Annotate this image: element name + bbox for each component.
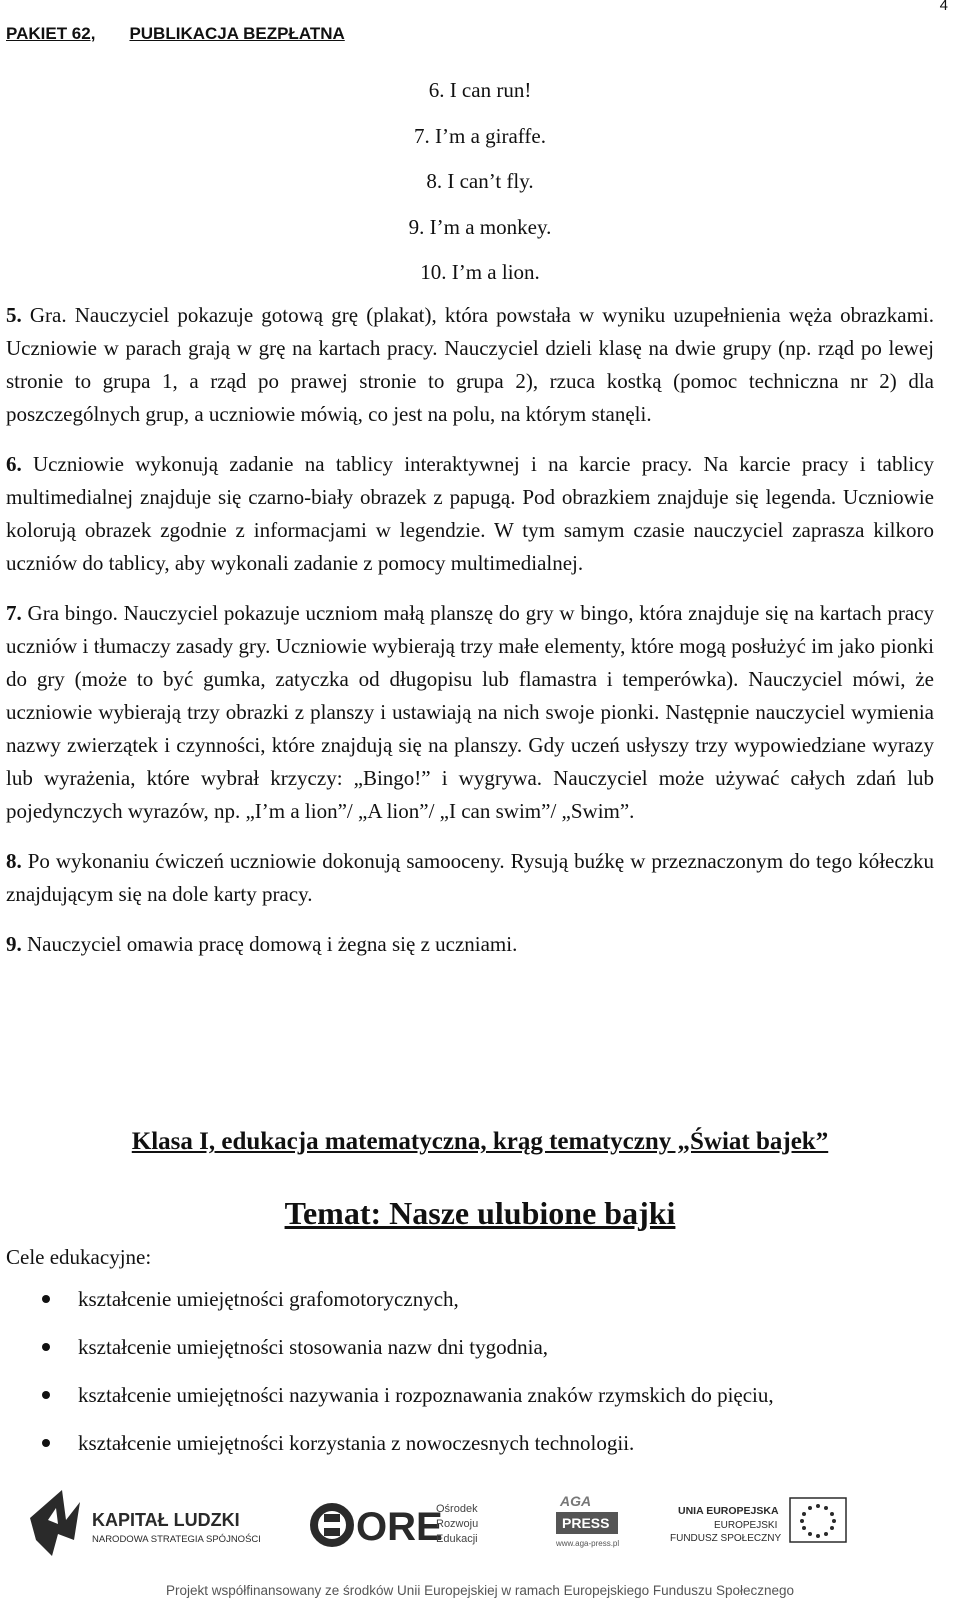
ore-bar-2 — [324, 1528, 340, 1536]
paragraph-number: 5. — [6, 303, 22, 327]
paragraph-7 — [6, 597, 934, 828]
list-item: 8. I can’t fly. — [426, 169, 534, 193]
paragraph-text: Nauczyciel omawia pracę domową i żegna się z uczniami. — [21, 932, 518, 956]
star-icon — [30, 1490, 80, 1556]
paragraph-5 — [6, 299, 934, 431]
ore-word: ORE — [356, 1505, 443, 1549]
paragraph-number: 9. — [6, 932, 22, 956]
bullet-icon — [42, 1439, 50, 1447]
numbered-list — [0, 74, 960, 302]
goal-text: kształcenie umiejętności korzystania z nowoczesnych technologii. — [78, 1430, 635, 1455]
aga-press-text: PRESS — [562, 1515, 610, 1531]
goals-label: Cele edukacyjne: — [6, 1245, 152, 1269]
header-publication: PUBLIKACJA BEZPŁATNA — [129, 24, 345, 43]
bullet-icon — [42, 1295, 50, 1303]
header-package: PAKIET 62, — [6, 24, 96, 43]
kl-title: KAPITAŁ LUDZKI — [92, 1510, 240, 1530]
ore-line-3: Edukacji — [436, 1533, 478, 1545]
ore-line-2: Rozwoju — [436, 1518, 479, 1530]
eu-logo — [670, 1498, 846, 1544]
eu-stars-icon — [800, 1504, 836, 1538]
goal-text: kształcenie umiejętności grafomotorycznych, — [78, 1286, 459, 1311]
list-item: 6. I can run! — [428, 78, 532, 102]
footer-caption: Projekt współfinansowany ze środków Unii Europejskiej w ramach Europejskiego Funduszu Społecznego — [165, 1583, 795, 1598]
paragraph-text: Gra. Nauczyciel pokazuje gotową grę (plakat), która powstała w wyniku uzupełnienia węża obrazkami. Uczniowie w parach grają w grę na kartach pracy. Nauczyciel dzieli klasę na dwie grupy (np. rząd po lewej stronie to grupa 1, a rząd po prawej stronie to grupa 2), rzuca kostką (pomoc techniczna nr 2) dla poszczególnych grup, a uczniowie mówią, co jest na polu, na którym stanęli. — [6, 303, 934, 426]
body-text — [6, 299, 934, 978]
aga-press-logo — [555, 1493, 619, 1548]
section-heading: Klasa I, edukacja matematyczna, krąg tematyczny „Świat bajek” — [131, 1128, 829, 1155]
ue-line-3: FUNDUSZ SPOŁECZNY — [670, 1533, 782, 1544]
paragraph-number: 6. — [6, 452, 22, 476]
ore-circle-icon — [314, 1507, 350, 1543]
aga-top: AGA — [560, 1493, 592, 1509]
paragraph-number: 7. — [6, 601, 22, 625]
list-item: 7. I’m a giraffe. — [414, 123, 546, 148]
page-number: 4 — [939, 0, 948, 14]
paragraph-8 — [6, 845, 934, 911]
list-item: 9. I’m a monkey. — [408, 214, 552, 239]
paragraph-number: 8. — [6, 849, 22, 873]
ue-line-2: EUROPEJSKI — [714, 1520, 778, 1531]
paragraph-9 — [6, 928, 934, 961]
footer-logos — [0, 1490, 960, 1609]
ore-bar-1 — [324, 1514, 340, 1522]
logo-strip — [0, 1490, 960, 1580]
bullet-icon — [42, 1343, 50, 1351]
paragraph-text: Gra bingo. Nauczyciel pokazuje uczniom małą planszę do gry w bingo, która znajduje się na kartach pracy uczniów i tłumaczy zasady gry. Uczniowie wybierają trzy małe elementy, które mogą posłużyć im jako pionki do gry (może to być gumka, zatyczka od długopisu lub flamastra i temperówka). Nauczyciel mówi, że uczniowie wybierają trzy obrazki z planszy i ustawiają na nich swoje pionki. Następnie nauczyciel wymienia nazwy zwierzątek i czynności, które znajdują się na planszy. Gdy uczeń usłyszy trzy wypowiedziane wyrazy lub wyrażenia, które wybrał krzyczy: „Bingo!” i wygrywa. Nauczyciel może używać całych zdań lub pojedynczych wyrazów, np. „I’m a lion”/ „A lion”/ „I can swim”/ „Swim”. — [6, 601, 934, 823]
lesson-topic: Temat: Nasze ulubione bajki — [284, 1195, 676, 1231]
list-item: 10. I’m a lion. — [420, 260, 540, 284]
aga-url: www.aga-press.pl — [556, 1539, 620, 1548]
paragraph-6 — [6, 448, 934, 580]
page-header — [6, 24, 345, 44]
paragraph-text: Po wykonaniu ćwiczeń uczniowie dokonują samooceny. Rysują buźkę w przeznaczonym do tego kółeczku znajdującym się na dole karty pracy. — [6, 849, 934, 906]
kl-subtitle: NARODOWA STRATEGIA SPÓJNOŚCI — [92, 1534, 261, 1545]
goal-text: kształcenie umiejętności stosowania nazw dni tygodnia, — [78, 1334, 549, 1359]
bullet-icon — [42, 1391, 50, 1399]
ore-line-1: Ośrodek — [436, 1503, 478, 1515]
ore-logo — [314, 1503, 478, 1549]
paragraph-text: Uczniowie wykonują zadanie na tablicy interaktywnej i na karcie pracy. Na karcie pracy i tablicy multimedialnej znajduje się czarno-biały obrazek z papugą. Pod obrazkiem znajduje się legenda. Uczniowie kolorują obrazek zgodnie z informacjami w legendzie. W tym samym czasie nauczyciel zaprasza kilkoro uczniów do tablicy, aby wykonali zadanie z pomocy multimedialnej. — [6, 452, 934, 575]
kapital-ludzki-logo — [30, 1490, 261, 1556]
ue-line-1: UNIA EUROPEJSKA — [678, 1505, 779, 1517]
goal-text: kształcenie umiejętności nazywania i rozpoznawania znaków rzymskich do pięciu, — [78, 1382, 774, 1407]
